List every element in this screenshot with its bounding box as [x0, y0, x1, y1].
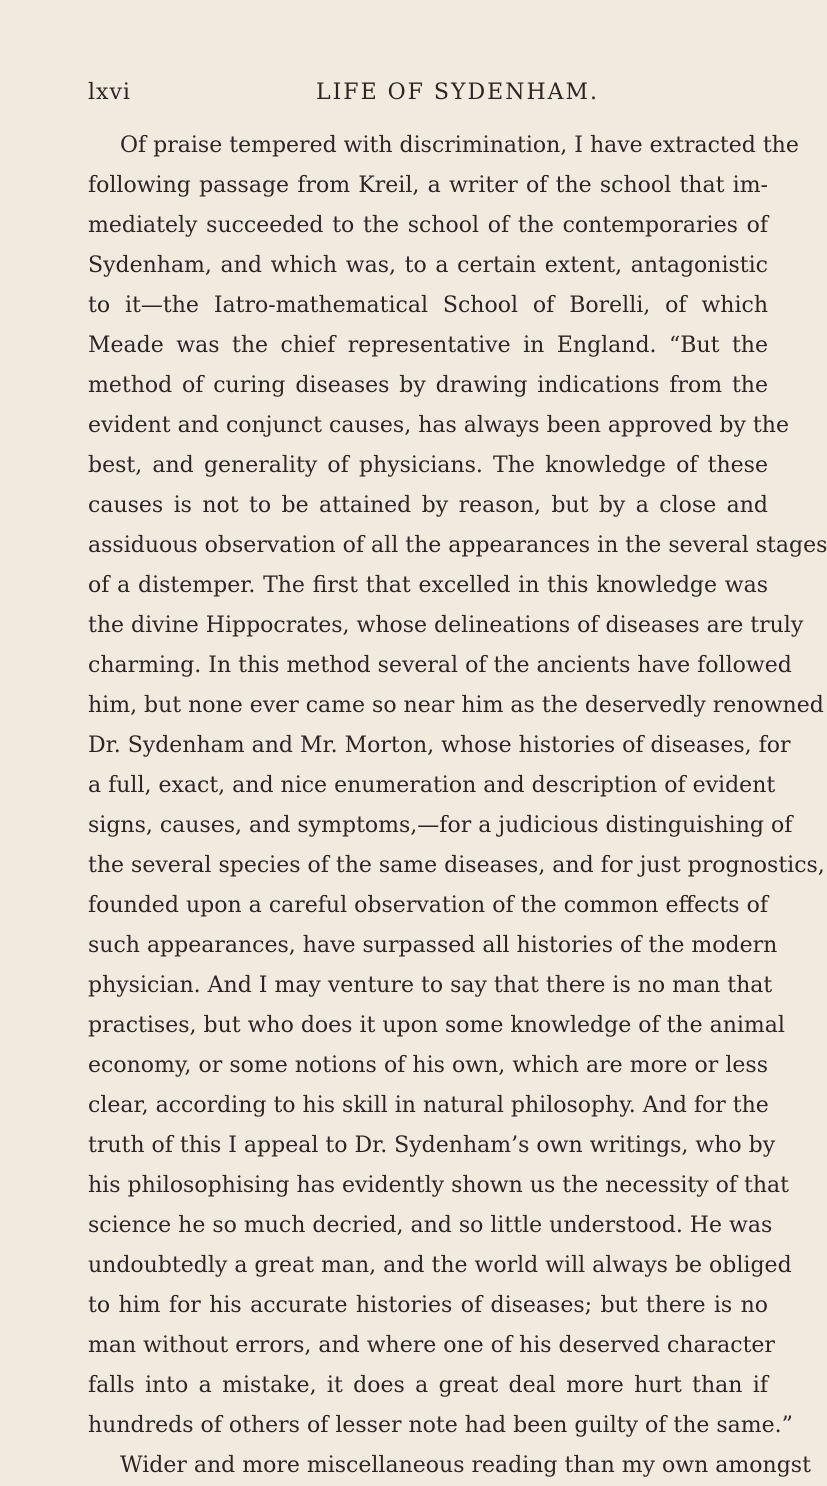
text-line: Of praise tempered with discrimination, I have extracted the: [120, 133, 799, 158]
text-line: falls into a mistake, it does a great deal more hurt than if: [88, 1373, 768, 1398]
text-line: of a distemper. The first that excelled in this knowledge was: [88, 573, 768, 598]
text-line: founded upon a careful observation of the common effects of: [88, 893, 768, 918]
running-title: LIFE OF SYDENHAM.: [316, 80, 600, 105]
body-text: [88, 126, 827, 1486]
text-line: his philosophising has evidently shown us the necessity of that: [88, 1173, 790, 1198]
text-line: evident and conjunct causes, has always been approved by the: [88, 413, 789, 438]
page-number: lxvi: [88, 80, 131, 105]
text-line: to it—the Iatro-mathematical School of Borelli, of which: [88, 293, 768, 318]
text-line: charming. In this method several of the ancients have followed: [88, 653, 792, 678]
text-line: undoubtedly a great man, and the world will always be obliged: [88, 1253, 792, 1278]
text-line: to him for his accurate histories of diseases; but there is no: [88, 1293, 768, 1318]
text-line: Sydenham, and which was, to a certain extent, antagonistic: [88, 253, 768, 278]
text-line: hundreds of others of lesser note had been guilty of the same.”: [88, 1413, 793, 1438]
text-line: practises, but who does it upon some knowledge of the animal: [88, 1013, 785, 1038]
text-line: signs, causes, and symptoms,—for a judicious distinguishing of: [88, 813, 793, 838]
text-line: the divine Hippocrates, whose delineations of diseases are truly: [88, 613, 804, 638]
text-line: economy, or some notions of his own, which are more or less: [88, 1053, 768, 1078]
paragraph-list: [88, 126, 827, 1486]
text-line: best, and generality of physicians. The knowledge of these: [88, 453, 768, 478]
text-line: physician. And I may venture to say that there is no man that: [88, 973, 773, 998]
text-line: Meade was the chief representative in England. “But the: [88, 333, 768, 358]
text-line: assiduous observation of all the appearances in the several stages: [88, 533, 827, 558]
text-line: science he so much decried, and so little understood. He was: [88, 1213, 773, 1238]
text-line: man without errors, and where one of his deserved character: [88, 1333, 775, 1358]
text-line: him, but none ever came so near him as the deservedly renowned: [88, 693, 824, 718]
text-line: Dr. Sydenham and Mr. Morton, whose histories of diseases, for: [88, 733, 791, 758]
text-line: the several species of the same diseases, and for just prognostics,: [88, 853, 825, 878]
text-line: such appearances, have surpassed all histories of the modern: [88, 933, 778, 958]
text-line: a full, exact, and nice enumeration and description of evident: [88, 773, 776, 798]
text-line: truth of this I appeal to Dr. Sydenham’s own writings, who by: [88, 1133, 776, 1158]
text-line: Wider and more miscellaneous reading than my own amongst: [120, 1453, 811, 1478]
text-line: method of curing diseases by drawing indications from the: [88, 373, 768, 398]
running-head: [88, 80, 768, 110]
text-line: clear, according to his skill in natural philosophy. And for the: [88, 1093, 769, 1118]
text-line: causes is not to be attained by reason, but by a close and: [88, 493, 768, 518]
text-line: following passage from Kreil, a writer of the school that im-: [88, 173, 768, 198]
text-line: mediately succeeded to the school of the contemporaries of: [88, 213, 768, 238]
